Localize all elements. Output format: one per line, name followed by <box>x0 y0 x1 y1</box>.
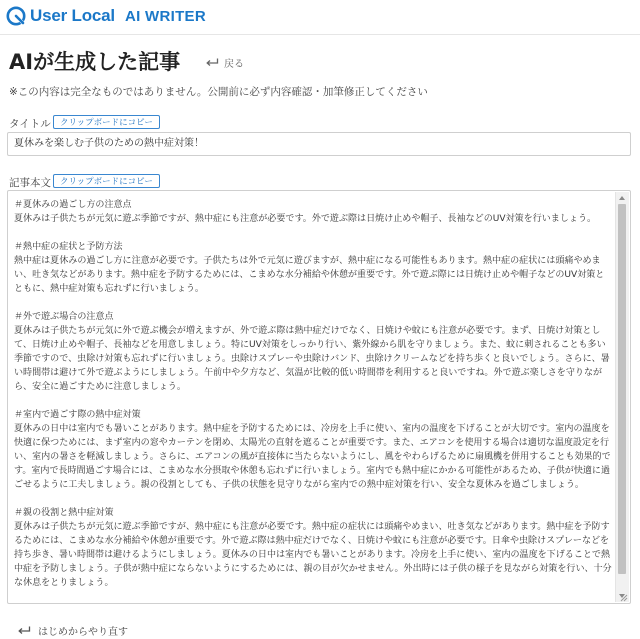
article-body-textarea[interactable] <box>7 190 631 604</box>
scroll-thumb[interactable] <box>618 204 626 574</box>
page-title: AIが生成した記事 <box>9 50 181 74</box>
userlocal-logo-icon <box>6 6 26 26</box>
logo-text: User Local <box>30 6 115 25</box>
back-label: 戻る <box>224 59 244 70</box>
restart-label: はじめからやり直す <box>38 627 128 638</box>
resize-grip-icon[interactable] <box>620 594 628 602</box>
article-paragraph: ＃夏休みの過ごし方の注意点 夏休みは子供たちが元気に遊ぶ季節ですが、熱中症にも注意が必要です。外で遊ぶ際は日焼け止めや帽子、長袖などのUV対策を行いましょう。 <box>14 200 597 224</box>
article-paragraph: ＃室内で過ごす際の熱中症対策 夏休みの日中は室内でも暑いことがあります。熱中症を予防するためには、冷房を上手に使い、室内の温度を下げることが大切です。室内の温度を快適に保つためには、まず室内の窓やカーテンを閉め、太陽光の直射を遮ることが重要です。また、エアコンを使用する場合は適切な温度設定を行い、室内の暑さを軽減しましょう。さらに、エアコンの風が直接体に当たらないようにし、風をやわらげるために扇風機を併用することも効果的です。室内で長時間過ごす場合には、こまめな水分摂取や休憩も忘れずに行いましょう。室内でも熱中症にかかる可能性があるため、子供が快適に過ごせるように工夫しましょう。親の役割としても、子供の状態を見守りながら室内での熱中症対策を行い、安全な夏休みを過ごしましょう。 <box>14 410 611 490</box>
scroll-up-icon[interactable] <box>619 196 625 200</box>
logo[interactable] <box>6 6 206 26</box>
article-body-text <box>14 198 612 604</box>
app-header <box>0 0 640 35</box>
restart-link[interactable] <box>17 623 128 638</box>
article-paragraph: ＃外で遊ぶ場合の注意点 夏休みは子供たちが元気に外で遊ぶ機会が増えますが、外で遊ぶ際は熱中症だけでなく、日焼けや蚊にも注意が必要です。まず、日焼け対策として、日焼け止めや帽子、長袖などを用意しましょう。特にUV対策をしっかり行い、紫外線から肌を守りましょう。また、蚊に刺されることも多い季節ですので、虫除け対策も忘れずに行いましょう。虫除けスプレーや虫除けバンド、虫除けクリームなどを持ち歩くと良いでしょう。さらに、暑い時間帯は避けて外で遊ぶようにしましょう。午前中や夕方など、気温が比較的低い時間帯を利用すると良いですね。外で遊ぶ楽しさを守りながら、安全に過ごすために注意しましょう。 <box>14 312 610 392</box>
title-field[interactable]: 夏休みを楽しむ子供のための熱中症対策！ <box>7 132 631 156</box>
article-paragraph: ＃熱中症の症状と予防方法 熱中症は夏休みの過ごし方に注意が必要です。子供たちは外で元気に遊びますが、熱中症になる可能性もあります。熱中症の症状には頭痛やめまい、吐き気などがあります。熱中症を予防するためには、こまめな水分補給や休憩が重要です。外で遊ぶ際には日焼け止めや帽子などのUV対策とともに、熱中症対策も忘れずに行いましょう。 <box>14 242 605 294</box>
back-link[interactable] <box>205 55 244 70</box>
product-name: AI WRITER <box>124 7 206 25</box>
copy-body-button[interactable]: クリップボードにコピー <box>53 174 160 188</box>
title-label: タイトル <box>9 118 51 130</box>
article-paragraph: ＃親の役割と熱中症対策 夏休みは子供たちが元気に遊ぶ季節ですが、熱中症にも注意が必要です。熱中症の症状には頭痛やめまい、吐き気などがあります。熱中症を予防するためには、こまめな水分補給や休憩が重要です。外で遊ぶ際は熱中症だけでなく、日焼けや蚊にも注意が必要です。日傘や虫除けスプレーなどを持ち歩き、暑い時間帯は避けるようにしましょう。夏休みの日中は室内でも暑いことがあります。冷房を上手に使い、室内の温度を下げることで熱中症を予防しましょう。子供が熱中症にならないようにするためには、親の目が欠かせません。外出時には子供の様子を見ながら対策を行い、十分な休息をとりましょう。 <box>14 508 612 588</box>
body-label: 記事本文 <box>9 177 51 189</box>
copy-title-button[interactable]: クリップボードにコピー <box>53 115 160 129</box>
return-arrow-icon <box>17 625 31 636</box>
return-arrow-icon <box>205 57 219 68</box>
vertical-scrollbar[interactable] <box>615 192 629 602</box>
disclaimer-notice: ※この内容は完全なものではありません。公開前に必ず内容確認・加筆修正してください <box>9 86 428 98</box>
